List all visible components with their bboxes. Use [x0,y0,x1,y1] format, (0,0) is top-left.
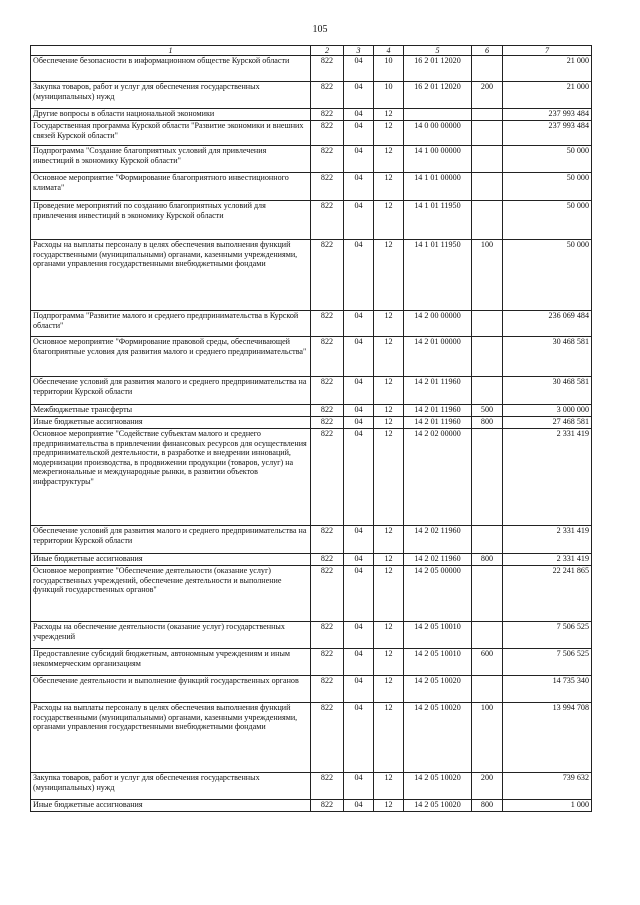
subsection-code: 12 [374,146,404,173]
subsection-code: 12 [374,649,404,676]
expense-type-code: 100 [472,703,503,773]
expense-type-code: 200 [472,773,503,800]
subsection-code: 12 [374,773,404,800]
table-row [31,622,592,649]
target-code: 14 2 01 00000 [404,337,472,377]
section-code: 04 [344,56,374,82]
expense-type-code [472,622,503,649]
subsection-code: 12 [374,526,404,554]
table-row [31,173,592,201]
expense-name: Основное мероприятие "Формирование правовой среды, обеспечивающей благоприятные условия для развития малого и среднего предпринимательства" [31,337,311,377]
ministry-code: 822 [311,417,344,429]
ministry-code: 822 [311,676,344,703]
subsection-code: 12 [374,554,404,566]
amount: 50 000 [503,173,592,201]
ministry-code: 822 [311,622,344,649]
section-code: 04 [344,417,374,429]
expense-name: Иные бюджетные ассигнования [31,800,311,812]
target-code [404,109,472,121]
amount: 7 506 525 [503,622,592,649]
table-row [31,417,592,429]
expense-name: Иные бюджетные ассигнования [31,554,311,566]
table-row [31,109,592,121]
section-code: 04 [344,337,374,377]
section-code: 04 [344,405,374,417]
expense-type-code: 800 [472,417,503,429]
target-code: 14 2 01 11960 [404,417,472,429]
column-number: 7 [503,46,592,56]
section-code: 04 [344,773,374,800]
amount: 30 468 581 [503,337,592,377]
subsection-code: 12 [374,405,404,417]
amount: 237 993 484 [503,109,592,121]
table-row [31,649,592,676]
table-row [31,121,592,146]
ministry-code: 822 [311,337,344,377]
expense-type-code [472,429,503,526]
expense-name: Межбюджетные трансферты [31,405,311,417]
section-code: 04 [344,82,374,109]
subsection-code: 12 [374,173,404,201]
expense-type-code [472,173,503,201]
expense-name: Закупка товаров, работ и услуг для обеспечения государственных (муниципальных) нужд [31,773,311,800]
subsection-code: 12 [374,240,404,311]
expense-name: Обеспечение безопасности в информационном обществе Курской области [31,56,311,82]
target-code: 14 2 00 00000 [404,311,472,337]
target-code: 14 2 01 11960 [404,405,472,417]
amount: 2 331 419 [503,429,592,526]
table-row [31,566,592,622]
expense-type-code [472,121,503,146]
target-code: 14 2 02 11960 [404,526,472,554]
section-code: 04 [344,566,374,622]
section-code: 04 [344,240,374,311]
expense-name: Предоставление субсидий бюджетным, автономным учреждениям и иным некоммерческим организациям [31,649,311,676]
target-code: 14 2 05 10020 [404,676,472,703]
expense-name: Основное мероприятие "Обеспечение деятельности (оказание услуг) государственных учреждений, обеспечение деятельности и выполнение функций государственных органов" [31,566,311,622]
subsection-code: 12 [374,566,404,622]
expense-name: Обеспечение условий для развития малого и среднего предпринимательства на территории Курской области [31,526,311,554]
ministry-code: 822 [311,173,344,201]
expense-name: Основное мероприятие "Содействие субъектам малого и среднего предпринимательства в привлечении финансовых ресурсов для осуществления предпринимательской деятельности, в разработке и внедрении инноваций, модернизации производства, в продвижении продукции (товаров, услуг) на межрегиональные и международные рынки, в развитии объектов инфраструктуры" [31,429,311,526]
amount: 13 994 708 [503,703,592,773]
subsection-code: 12 [374,377,404,405]
target-code: 14 2 01 11960 [404,377,472,405]
expense-type-code [472,201,503,240]
expense-name: Основное мероприятие "Формирование благоприятного инвестиционного климата" [31,173,311,201]
section-code: 04 [344,800,374,812]
expense-type-code [472,377,503,405]
table-row [31,773,592,800]
amount: 739 632 [503,773,592,800]
page-number: 105 [312,24,328,35]
expense-name: Другие вопросы в области национальной экономики [31,109,311,121]
expense-type-code [472,337,503,377]
section-code: 04 [344,121,374,146]
subsection-code: 12 [374,201,404,240]
ministry-code: 822 [311,405,344,417]
expense-type-code [472,146,503,173]
ministry-code: 822 [311,526,344,554]
table-row [31,377,592,405]
amount: 7 506 525 [503,649,592,676]
ministry-code: 822 [311,109,344,121]
section-code: 04 [344,201,374,240]
table-row [31,676,592,703]
expense-name: Подпрограмма "Развитие малого и среднего предпринимательства в Курской области" [31,311,311,337]
expense-type-code [472,676,503,703]
expense-type-code: 500 [472,405,503,417]
expense-type-code: 200 [472,82,503,109]
expense-name: Государственная программа Курской области "Развитие экономики и внешних связей Курской области" [31,121,311,146]
column-number: 4 [374,46,404,56]
table-row [31,146,592,173]
section-code: 04 [344,703,374,773]
amount: 3 000 000 [503,405,592,417]
target-code: 14 2 05 00000 [404,566,472,622]
amount: 2 331 419 [503,554,592,566]
target-code: 14 2 05 10020 [404,800,472,812]
amount: 22 241 865 [503,566,592,622]
target-code: 14 1 00 00000 [404,146,472,173]
table-row [31,56,592,82]
ministry-code: 822 [311,121,344,146]
ministry-code: 822 [311,429,344,526]
section-code: 04 [344,146,374,173]
expense-name: Расходы на обеспечение деятельности (оказание услуг) государственных учреждений [31,622,311,649]
ministry-code: 822 [311,649,344,676]
subsection-code: 12 [374,109,404,121]
ministry-code: 822 [311,377,344,405]
section-code: 04 [344,554,374,566]
table-row [31,800,592,812]
section-code: 04 [344,109,374,121]
section-code: 04 [344,526,374,554]
table-row [31,201,592,240]
subsection-code: 12 [374,703,404,773]
ministry-code: 822 [311,146,344,173]
section-code: 04 [344,311,374,337]
subsection-code: 12 [374,121,404,146]
expense-type-code [472,56,503,82]
expense-name: Подпрограмма "Создание благоприятных условий для привлечения инвестиций в экономику Курской области" [31,146,311,173]
target-code: 14 2 05 10020 [404,773,472,800]
budget-table [30,45,592,812]
column-number: 5 [404,46,472,56]
amount: 1 000 [503,800,592,812]
target-code: 16 2 01 12020 [404,56,472,82]
target-code: 14 2 02 11960 [404,554,472,566]
section-code: 04 [344,429,374,526]
expense-type-code [472,526,503,554]
column-number-row [31,46,592,56]
section-code: 04 [344,622,374,649]
ministry-code: 822 [311,311,344,337]
amount: 237 993 484 [503,121,592,146]
section-code: 04 [344,377,374,405]
subsection-code: 12 [374,429,404,526]
expense-type-code: 600 [472,649,503,676]
ministry-code: 822 [311,800,344,812]
table-row [31,554,592,566]
amount: 21 000 [503,82,592,109]
expense-name: Проведение мероприятий по созданию благоприятных условий для привлечения инвестиций в экономику Курской области [31,201,311,240]
subsection-code: 12 [374,311,404,337]
expense-name: Расходы на выплаты персоналу в целях обеспечения выполнения функций государственными (муниципальными) органами, казенными учреждениями, органами управления государственными внебюджетными фондами [31,240,311,311]
expense-type-code: 800 [472,800,503,812]
column-number: 1 [31,46,311,56]
amount: 236 069 484 [503,311,592,337]
target-code: 16 2 01 12020 [404,82,472,109]
target-code: 14 1 01 11950 [404,240,472,311]
amount: 14 735 340 [503,676,592,703]
table-row [31,82,592,109]
section-code: 04 [344,173,374,201]
table-row [31,337,592,377]
expense-type-code: 100 [472,240,503,311]
ministry-code: 822 [311,56,344,82]
table-row [31,703,592,773]
amount: 27 468 581 [503,417,592,429]
expense-name: Закупка товаров, работ и услуг для обеспечения государственных (муниципальных) нужд [31,82,311,109]
subsection-code: 10 [374,82,404,109]
column-number: 3 [344,46,374,56]
ministry-code: 822 [311,201,344,240]
table-row [31,429,592,526]
subsection-code: 10 [374,56,404,82]
expense-type-code [472,109,503,121]
table-row [31,526,592,554]
expense-type-code [472,311,503,337]
amount: 50 000 [503,146,592,173]
column-number: 2 [311,46,344,56]
amount: 21 000 [503,56,592,82]
ministry-code: 822 [311,240,344,311]
target-code: 14 1 01 11950 [404,201,472,240]
expense-name: Обеспечение деятельности и выполнение функций государственных органов [31,676,311,703]
target-code: 14 1 01 00000 [404,173,472,201]
subsection-code: 12 [374,337,404,377]
table-row [31,240,592,311]
section-code: 04 [344,649,374,676]
subsection-code: 12 [374,800,404,812]
expense-name: Обеспечение условий для развития малого и среднего предпринимательства на территории Курской области [31,377,311,405]
expense-type-code [472,566,503,622]
ministry-code: 822 [311,773,344,800]
expense-type-code: 800 [472,554,503,566]
target-code: 14 2 02 00000 [404,429,472,526]
expense-name: Расходы на выплаты персоналу в целях обеспечения выполнения функций государственными (муниципальными) органами, казенными учреждениями, органами управления государственными внебюджетными фондами [31,703,311,773]
table-row [31,405,592,417]
subsection-code: 12 [374,417,404,429]
amount: 50 000 [503,201,592,240]
amount: 30 468 581 [503,377,592,405]
target-code: 14 0 00 00000 [404,121,472,146]
amount: 50 000 [503,240,592,311]
target-code: 14 2 05 10020 [404,703,472,773]
expense-name: Иные бюджетные ассигнования [31,417,311,429]
target-code: 14 2 05 10010 [404,622,472,649]
subsection-code: 12 [374,676,404,703]
table-row [31,311,592,337]
subsection-code: 12 [374,622,404,649]
ministry-code: 822 [311,703,344,773]
section-code: 04 [344,676,374,703]
ministry-code: 822 [311,566,344,622]
ministry-code: 822 [311,554,344,566]
ministry-code: 822 [311,82,344,109]
target-code: 14 2 05 10010 [404,649,472,676]
column-number: 6 [472,46,503,56]
amount: 2 331 419 [503,526,592,554]
